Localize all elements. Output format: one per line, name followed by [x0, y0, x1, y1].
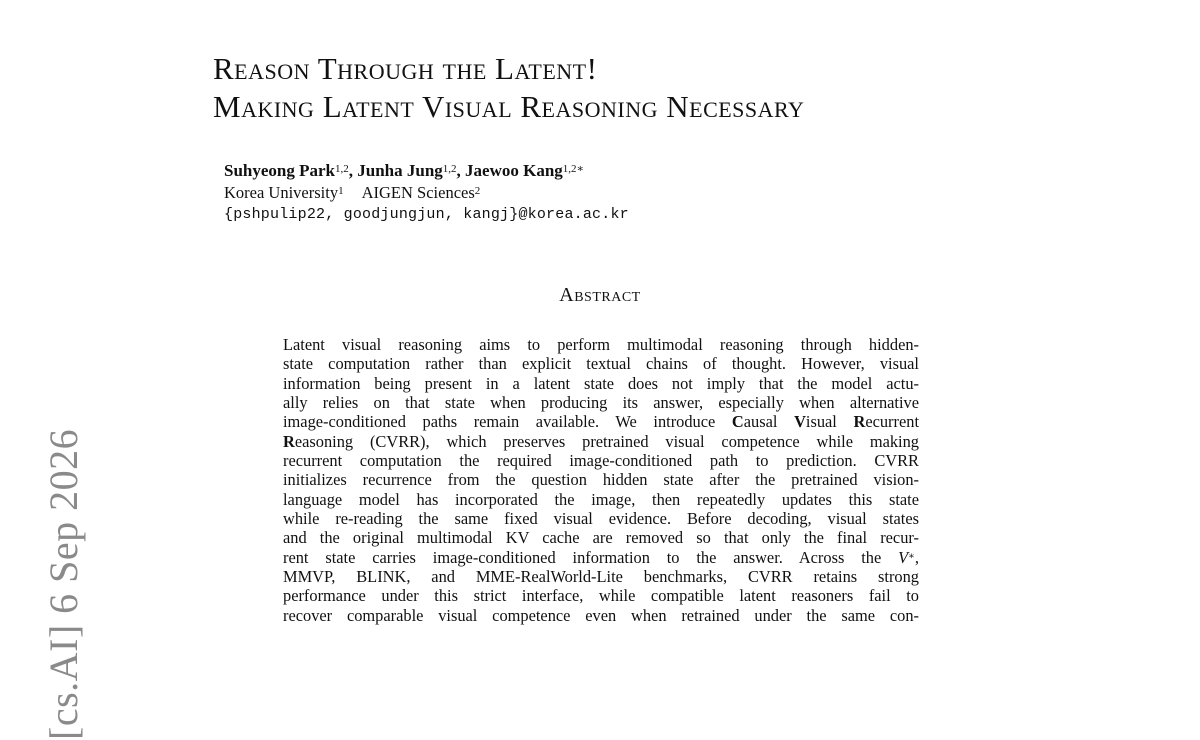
- author-affil-mark: 1,2∗: [562, 163, 585, 175]
- author-list: [224, 160, 1024, 182]
- author-affil-mark: 1,2: [442, 163, 457, 175]
- author-separator: ,: [348, 161, 358, 180]
- affiliation-name: Korea University: [224, 183, 339, 202]
- abstract-line: language model has incorporated the image, then repeatedly updates this state: [283, 489, 919, 509]
- abstract-line: recurrent computation the required image-conditioned path to prediction. CVRR: [283, 451, 919, 471]
- author-affil-mark: 1,2: [335, 163, 349, 175]
- author-name: Jaewoo Kang: [465, 161, 563, 180]
- author-name: Suhyeong Park: [224, 161, 335, 180]
- paper-title: [213, 50, 1113, 126]
- abstract-line: Latent visual reasoning aims to perform multimodal reasoning through hidden-: [283, 335, 919, 354]
- abstract-line: state computation rather than explicit textual chains of thought. However, visual: [283, 354, 919, 374]
- author-name: Junha Jung: [357, 161, 443, 180]
- abstract-line: ally relies on that state when producing its answer, especially when alternative: [283, 393, 919, 413]
- author-separator: ,: [456, 161, 466, 180]
- abstract-line: recover comparable visual competence even when retrained under the same con-: [283, 605, 919, 625]
- affiliation-mark: 1: [338, 185, 344, 197]
- abstract-line: while re-reading the same fixed visual evidence. Before decoding, visual states: [283, 509, 919, 529]
- abstract-heading: Abstract: [559, 284, 641, 306]
- abstract-line: information being present in a latent state does not imply that the model actu-: [283, 373, 919, 393]
- affiliation-list: [224, 182, 1024, 204]
- abstract-line: performance under this strict interface, while compatible latent reasoners fail to: [283, 586, 919, 606]
- affiliation-name: AIGEN Sciences: [361, 183, 475, 202]
- title-line-2: Making Latent Visual Reasoning Necessary: [213, 89, 805, 124]
- abstract-line: image-conditioned paths remain available. We introduce Causal Visual Recurrent: [283, 412, 919, 432]
- affiliation-mark: 2: [474, 185, 481, 197]
- abstract-line: rent state carries image-conditioned information to the answer. Across the V∗,: [283, 547, 919, 567]
- abstract-line: and the original multimodal KV cache are removed so that only the final recur-: [283, 528, 919, 548]
- title-line-1: Reason Through the Latent!: [213, 51, 598, 86]
- arxiv-stamp-text: [cs.AI] 6 Sep 2026: [41, 428, 86, 740]
- author-emails: {pshpulip22, goodjungjun, kangj}@korea.ac.kr: [224, 206, 629, 223]
- abstract-line: MMVP, BLINK, and MME-RealWorld-Lite benchmarks, CVRR retains strong: [283, 567, 919, 587]
- abstract-body: [283, 335, 919, 625]
- abstract-line: initializes recurrence from the question hidden state after the pretrained vision-: [283, 470, 919, 490]
- arxiv-side-stamp: [34, 340, 94, 740]
- author-block: [224, 160, 1024, 226]
- abstract-line: Reasoning (CVRR), which preserves pretrained visual competence while making: [283, 431, 919, 451]
